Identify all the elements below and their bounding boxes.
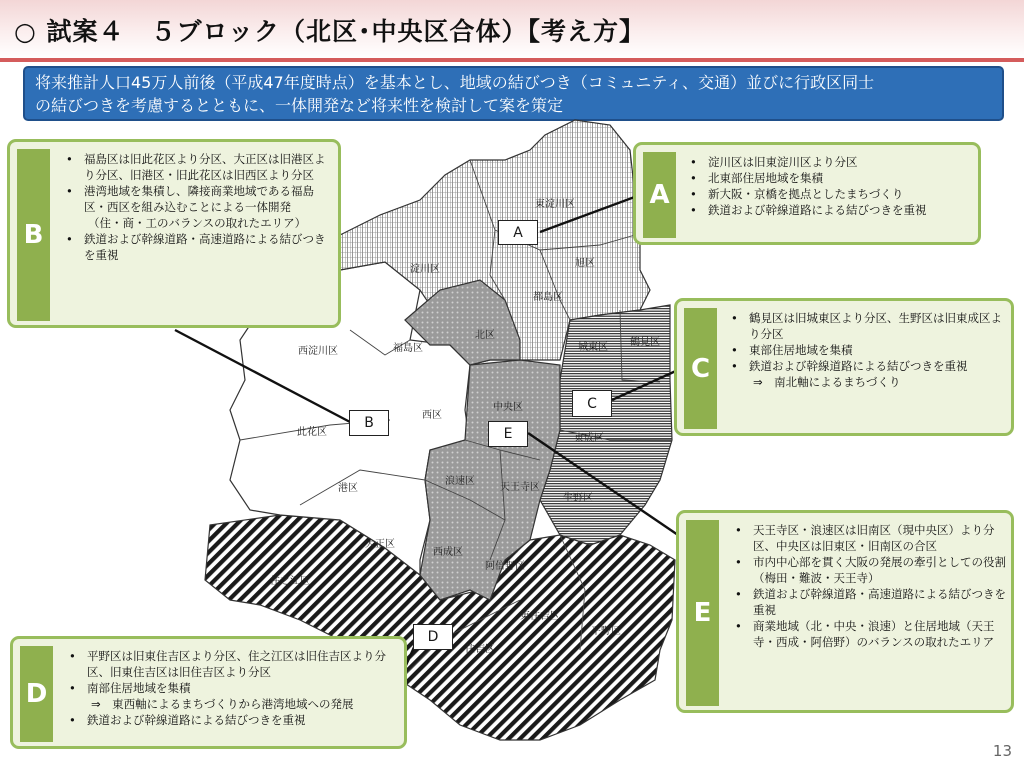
label-suminoe: 住之江区 [270, 576, 310, 587]
map-box-a: A [498, 220, 538, 245]
card-a-item-3: • 新大阪・京橋を拠点としたまちづくり [686, 186, 976, 202]
map-box-d: D [413, 624, 453, 650]
label-kita: 北区 [475, 330, 495, 341]
card-d-item-3: • 鉄道および幹線道路による結びつきを重視 [65, 712, 401, 728]
label-naniwa: 浪速区 [445, 476, 475, 487]
label-nishi: 西区 [422, 410, 442, 421]
card-e-tag: E [686, 520, 719, 706]
card-d [10, 636, 407, 749]
label-asahi: 旭区 [575, 258, 595, 269]
card-b-note: （住・商・工のバランスの取れたエリア） [88, 216, 307, 230]
card-a [633, 142, 981, 245]
card-d-tag: D [20, 646, 53, 742]
label-abeno: 阿倍野区 [485, 561, 525, 572]
card-d-item-1: • 平野区は旧東住吉区より分区、住之江区は旧住吉区より分区、旧東住吉区は旧住吉区より分区 [65, 648, 401, 680]
card-a-item-1: • 淀川区は旧東淀川区より分区 [686, 154, 976, 170]
slide-title: ○ 試案４ ５ブロック（北区･中央区合体）【考え方】 [14, 17, 646, 46]
map-box-b: B [349, 410, 389, 436]
map-box-e: E [488, 421, 528, 447]
card-a-tag: A [643, 152, 676, 238]
card-b-tag: B [17, 149, 50, 321]
label-tsurumi: 鶴見区 [630, 337, 660, 348]
label-taisho: 大正区 [365, 539, 395, 550]
label-yodogawa: 淀川区 [410, 264, 440, 275]
label-nishiyodogawa: 西淀川区 [298, 346, 338, 357]
card-d-item-2: • 南部住居地域を集積 [65, 680, 401, 696]
banner-line-1: 将来推計人口45万人前後（平成47年度時点）を基本とし、地域の結びつき（コミュニティ、交通）並びに行政区同士 [35, 73, 875, 92]
card-c-list [727, 310, 1009, 390]
card-c-item-3: • 鉄道および幹線道路による結びつきを重視 [727, 358, 1009, 374]
card-c-tag: C [684, 308, 717, 429]
card-e-list [731, 522, 1009, 650]
card-e [676, 510, 1014, 713]
map-box-c: C [572, 390, 612, 417]
label-konohana: 此花区 [297, 427, 327, 438]
card-d-note: ⇒ 東西軸によるまちづくりから港湾地域への発展 [91, 697, 354, 711]
card-b-item-2: • 港湾地域を集積し、隣接商業地域である福島区・西区を組み込むことによる一体開発 [62, 183, 334, 215]
card-e-item-4: • 商業地域（北・中央・浪速）と住居地域（天王寺・西成・阿倍野）のバランスの取れたエリア [731, 618, 1009, 650]
card-b [7, 139, 341, 328]
card-a-list [686, 154, 976, 218]
label-higashiyodogawa: 東淀川区 [535, 199, 575, 210]
card-a-item-2: • 北東部住居地域を集積 [686, 170, 976, 186]
card-e-item-1: • 天王寺区・浪速区は旧南区（現中央区）より分区、中央区は旧東区・旧南区の合区 [731, 522, 1009, 554]
label-fukushima: 福島区 [393, 343, 423, 354]
card-e-item-3: • 鉄道および幹線道路・高速道路による結びつきを重視 [731, 586, 1009, 618]
label-nishinari: 西成区 [433, 547, 463, 558]
label-tennoji: 天王寺区 [500, 482, 540, 493]
card-a-item-4: • 鉄道および幹線道路による結びつきを重視 [686, 202, 976, 218]
label-higashisumiyoshi: 東住吉区 [520, 611, 560, 622]
card-b-item-3: • 鉄道および幹線道路・高速道路による結びつきを重視 [62, 231, 334, 263]
card-c-item-1: • 鶴見区は旧城東区より分区、生野区は旧東成区より分区 [727, 310, 1009, 342]
card-b-item-1: • 福島区は旧此花区より分区、大正区は旧港区より分区、旧港区・旧此花区は旧西区より分区 [62, 151, 334, 183]
label-hirano: 平野区 [591, 626, 621, 637]
label-ikuno: 生野区 [563, 493, 593, 504]
label-sumiyoshi: 住吉区 [465, 644, 495, 655]
card-c-item-2: • 東部住居地域を集積 [727, 342, 1009, 358]
card-b-list [62, 151, 334, 263]
label-miyakojima: 都島区 [533, 292, 563, 303]
page-number: 13 [992, 742, 1012, 760]
card-c-note: ⇒ 南北軸によるまちづくり [753, 375, 901, 389]
card-e-item-2: • 市内中心部を貫く大阪の発展の牽引としての役割（梅田・難波・天王寺） [731, 554, 1009, 586]
card-d-list [65, 648, 401, 728]
label-minato: 港区 [338, 483, 358, 494]
label-chuo: 中央区 [493, 402, 523, 413]
label-higashinari: 東成区 [574, 433, 604, 444]
card-c [674, 298, 1014, 436]
label-joto: 城東区 [578, 342, 608, 353]
banner-line-2: の結びつきを考慮するとともに、一体開発など将来性を検討して案を策定 [35, 96, 564, 115]
